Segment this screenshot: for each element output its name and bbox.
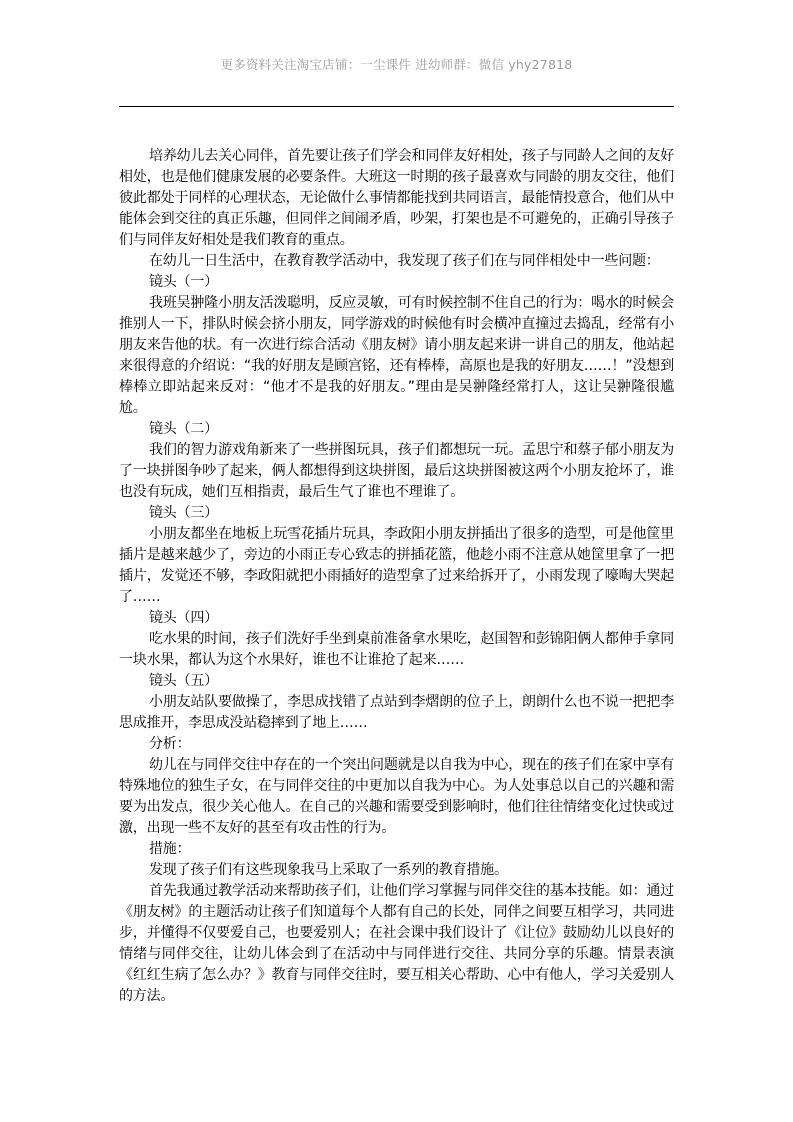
measures-heading: 措施：: [149, 841, 191, 857]
header-note: 更多资料关注淘宝店铺：一尘课件 进幼师群：微信 yhy27818: [220, 57, 573, 72]
scene-heading-5: 镜头（五）: [149, 673, 218, 689]
scene-text-1: 我班吴翀隆小朋友活泼聪明，反应灵敏，可有时候控制不住自己的行为：喝水的时候会推别人一下，排队时候会挤小朋友，同学游戏的时候他有时会横冲直撞过去捣乱，经常有小朋友来告他的状。有一次进行综合活动《朋友树》请小朋友起来讲一讲自己的朋友，他站起来很得意的介绍说：“我的好朋友是顾宫铭，还有棒棒，高原也是我的好朋友……！”没想到棒棒立即站起来反对：“他才不是我的好朋友。”理由是吴翀隆经常打人，这让吴翀隆很尴尬。: [119, 295, 674, 416]
scene-heading-2: 镜头（二）: [149, 421, 218, 437]
scene-heading-1: 镜头（一）: [149, 274, 218, 290]
scene-text-2: 我们的智力游戏角新来了一些拼图玩具，孩子们都想玩一玩。孟思宁和蔡子郁小朋友为了一块拼图争吵了起来，俩人都想得到这块拼图，最后这块拼图被这两个小朋友抢坏了，谁也没有玩成，她们互相指责，最后生气了谁也不理谁了。: [119, 442, 674, 500]
scene-text-5: 小朋友站队要做操了，李思成找错了点站到李熠朗的位子上，朗朗什么也不说一把把李思成推开，李思成没站稳摔到了地上……: [119, 694, 674, 731]
document-body: [119, 146, 674, 1007]
measures-intro: 发现了孩子们有这些现象我马上采取了一系列的教育措施。: [149, 862, 508, 878]
analysis-text: 幼儿在与同伴交往中存在的一个突出问题就是以自我为中心，现在的孩子们在家中享有特殊地位的独生子女，在与同伴交往的中更加以自我为中心。为人处事总以自己的兴趣和需要为出发点，很少关心他人。在自己的兴趣和需要受到影响时，他们往往情绪变化过快或过激，出现一些不友好的甚至有攻击性的行为。: [119, 757, 674, 836]
scene-heading-3: 镜头（三）: [149, 505, 218, 521]
paragraph-intro: 培养幼儿去关心同伴，首先要让孩子们学会和同伴友好相处，孩子与同龄人之间的友好相处，也是他们健康发展的必要条件。大班这一时期的孩子最喜欢与同龄的朋友交往，他们彼此都处于同样的心理状态，无论做什么事情都能找到共同语言，最能情投意合，他们从中能体会到交往的真正乐趣，但同伴之间闹矛盾，吵架，打架也是不可避免的，正确引导孩子们与同伴友好相处是我们教育的重点。: [119, 148, 674, 248]
scene-text-3: 小朋友都坐在地板上玩雪花插片玩具，李政阳小朋友拼插出了很多的造型，可是他筐里插片是越来越少了，旁边的小雨正专心致志的拼插花篮，他趁小雨不注意从她筐里拿了一把插片，发觉还不够，李政阳就把小雨插好的造型拿了过来给拆开了，小雨发现了嚎啕大哭起了……: [119, 526, 674, 605]
scene-text-4: 吃水果的时间，孩子们洗好手坐到桌前准备拿水果吃，赵国智和彭锦阳俩人都伸手拿同一块水果，都认为这个水果好，谁也不让谁抢了起来……: [119, 631, 674, 668]
paragraph-problems-intro: 在幼儿一日生活中，在教育教学活动中，我发现了孩子们在与同伴相处中一些问题：: [149, 253, 660, 269]
measures-text: 首先我通过教学活动来帮助孩子们，让他们学习掌握与同伴交往的基本技能。如：通过《朋友树》的主题活动让孩子们知道每个人都有自己的长处，同伴之间要互相学习，共同进步，并懂得不仅要爱自己，也要爱别人；在社会课中我们设计了《让位》鼓励幼儿以良好的情绪与同伴交往，让幼儿体会到了在活动中与同伴进行交往、共同分享的乐趣。情景表演《红红生病了怎么办？》教育与同伴交往时，要互相关心帮助、心中有他人，学习关爱别人的方法。: [119, 883, 674, 1004]
header-divider: [119, 106, 674, 107]
analysis-heading: 分析：: [149, 736, 191, 752]
scene-heading-4: 镜头（四）: [149, 610, 218, 626]
